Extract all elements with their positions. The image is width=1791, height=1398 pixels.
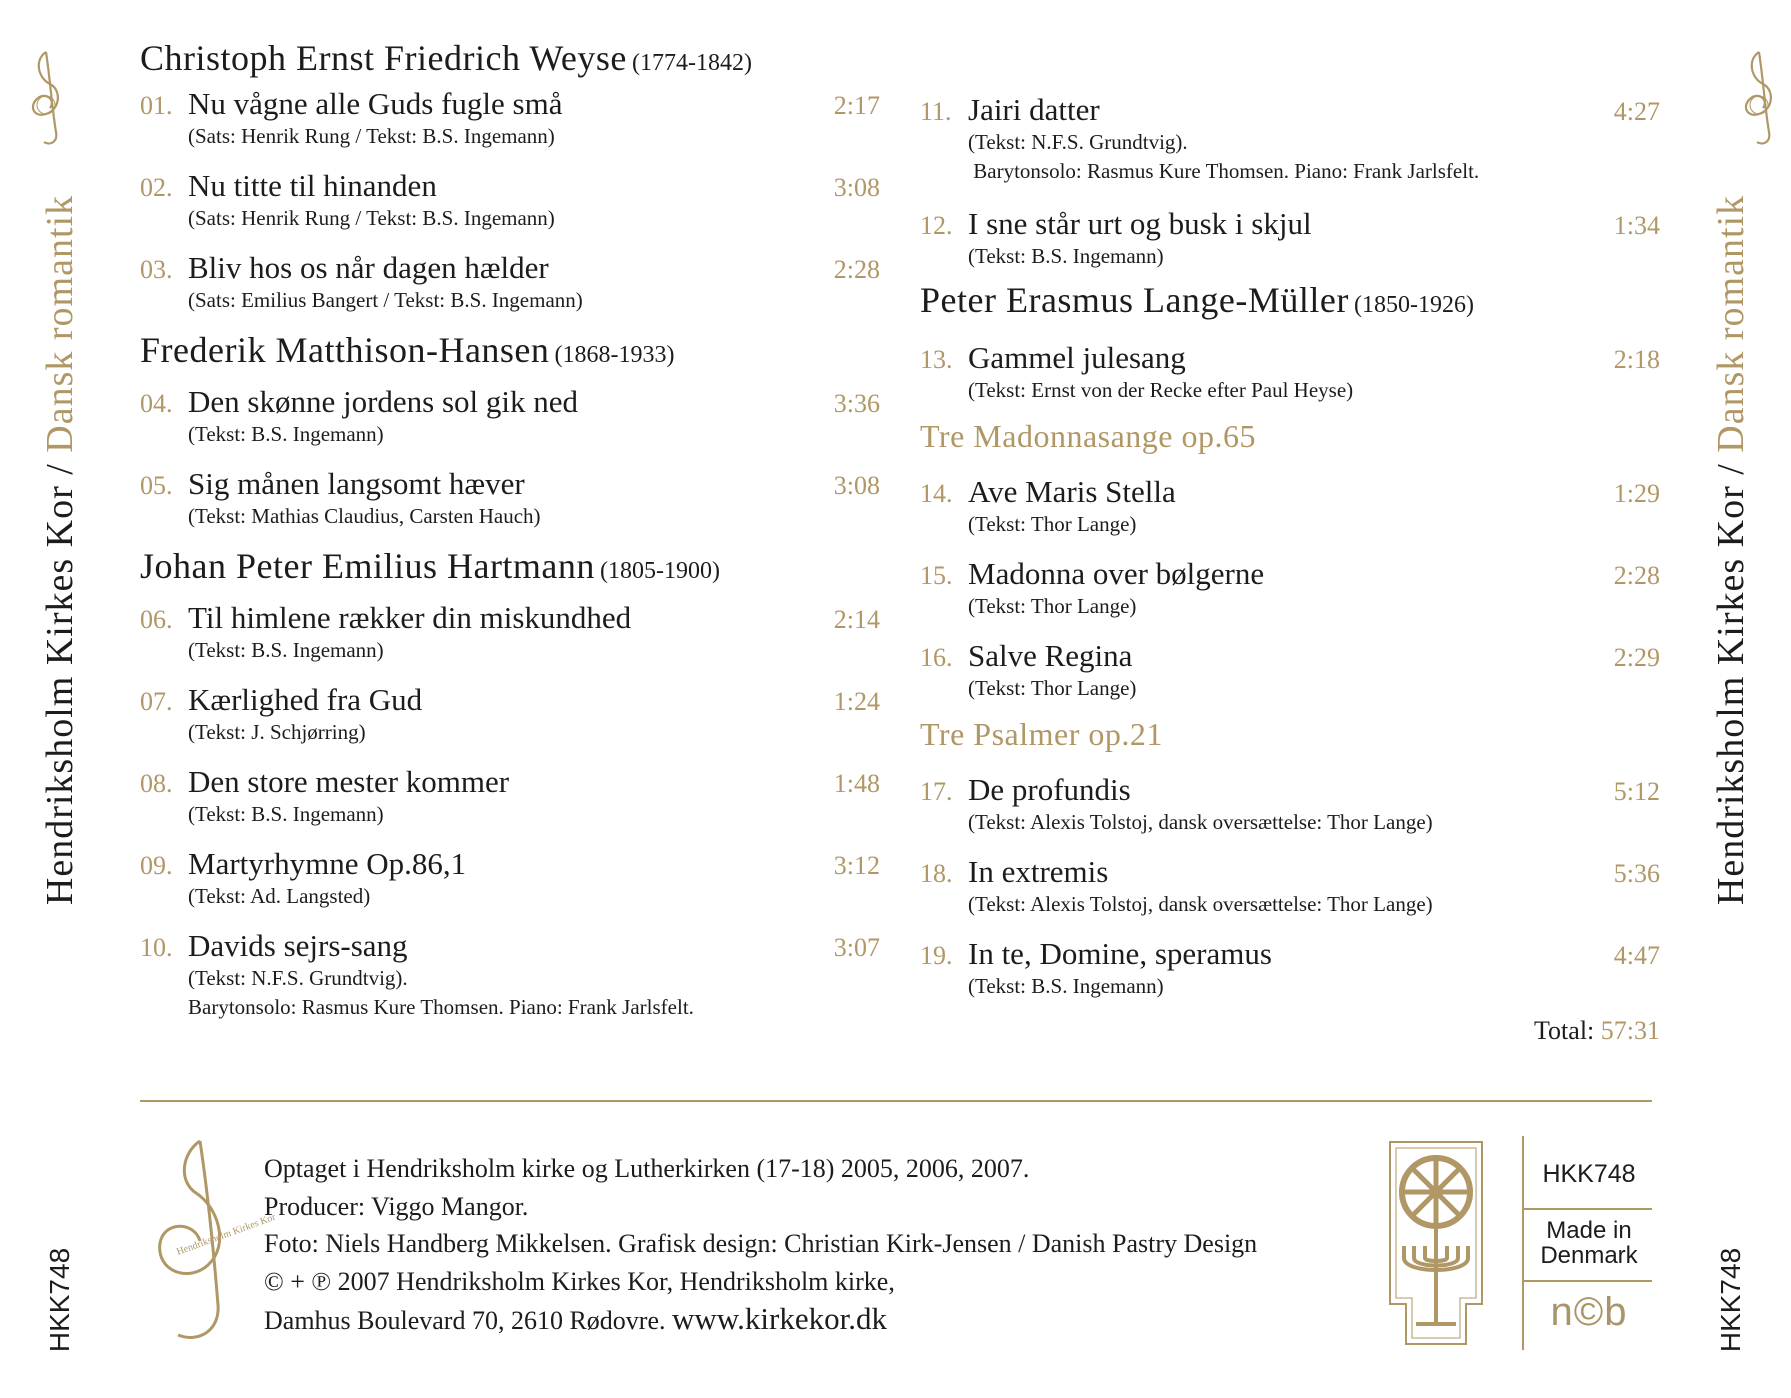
subgroup-heading: Tre Psalmer op.21: [920, 716, 1163, 752]
composer-heading: Peter Erasmus Lange-Müller (1850-1926): [920, 280, 1474, 320]
track-item: 03. Bliv hos os når dagen hælder 2:28 (Sats: Emilius Bangert / Tekst: B.S. Ingemann): [140, 250, 880, 312]
svg-text:Hendriksholm Kirkes Kor: Hendriksholm Kirkes Kor: [175, 1211, 278, 1258]
catalog-number: HKK748: [1542, 1160, 1636, 1188]
track-item: 15. Madonna over bølgerne 2:28 (Tekst: Thor Lange): [920, 556, 1660, 618]
credits-block: Optaget i Hendriksholm kirke og Lutherkirken (17-18) 2005, 2006, 2007. Producer: Viggo Mangor. Foto: Niels Handberg Mikkelsen. Grafisk design: Christian Kirk-Jensen / Danish Pastry Design © + ℗ 2007 Hendriksholm Kirkes Kor, Hendriksholm kirke, Damhus Boulevard 70, 2610 Rødovre. www.kirkekor.dk: [264, 1154, 1258, 1336]
track-item: 18. In extremis 5:36 (Tekst: Alexis Tolstoj, dansk oversættelse: Thor Lange): [920, 854, 1660, 916]
track-item: 12. I sne står urt og busk i skjul 1:34 (Tekst: B.S. Ingemann): [920, 206, 1660, 268]
track-item: 10. Davids sejrs-sang 3:07 (Tekst: N.F.S. Grundtvig). Barytonsolo: Rasmus Kure Thomsen. Piano: Frank Jarlsfelt.: [140, 928, 880, 1019]
track-item: 19. In te, Domine, speramus 4:47 (Tekst: B.S. Ingemann): [920, 936, 1660, 998]
label-box-rule: [1524, 1208, 1652, 1210]
total-duration: Total: 57:31: [1533, 1016, 1660, 1045]
track-item: 06. Til himlene rækker din miskundhed 2:14 (Tekst: B.S. Ingemann): [140, 600, 880, 662]
spine-catalog-code: HKK748: [1714, 1247, 1746, 1353]
spine-catalog-code: HKK748: [43, 1247, 75, 1353]
subgroup-heading: Tre Madonnasange op.65: [920, 418, 1256, 454]
composer-heading: Christoph Ernst Friedrich Weyse (1774-1842): [140, 38, 752, 78]
track-item: 17. De profundis 5:12 (Tekst: Alexis Tolstoj, dansk oversættelse: Thor Lange): [920, 772, 1660, 834]
composer-heading: Frederik Matthison-Hansen (1868-1933): [140, 330, 675, 370]
website-link[interactable]: www.kirkekor.dk: [672, 1301, 887, 1336]
track-item: 02. Nu titte til hinanden 3:08 (Sats: Henrik Rung / Tekst: B.S. Ingemann): [140, 168, 880, 230]
track-item: 04. Den skønne jordens sol gik ned 3:36 (Tekst: B.S. Ingemann): [140, 384, 880, 446]
composer-heading: Johan Peter Emilius Hartmann (1805-1900): [140, 546, 720, 586]
tracklist-right-column: [920, 92, 1660, 1046]
right-spine: [1671, 0, 1791, 1398]
spine-title: Hendriksholm Kirkes Kor / Dansk romantik: [1710, 194, 1752, 906]
spine-title: Hendriksholm Kirkes Kor / Dansk romantik: [39, 194, 81, 906]
label-box-rule: [1524, 1280, 1652, 1282]
track-item: 16. Salve Regina 2:29 (Tekst: Thor Lange): [920, 638, 1660, 700]
track-item: 07. Kærlighed fra Gud 1:24 (Tekst: J. Schjørring): [140, 682, 880, 744]
church-emblem-icon: [1382, 1134, 1490, 1352]
tracklist-left-column: [140, 40, 880, 1028]
choir-logo-icon: [138, 1135, 278, 1350]
ncb-logo: n©b: [1550, 1290, 1628, 1334]
track-item: 13. Gammel julesang 2:18 (Tekst: Ernst von der Recke efter Paul Heyse): [920, 340, 1660, 402]
track-item: 08. Den store mester kommer 1:48 (Tekst: B.S. Ingemann): [140, 764, 880, 826]
footer-divider: [140, 1100, 1652, 1102]
track-item: 09. Martyrhymne Op.86,1 3:12 (Tekst: Ad. Langsted): [140, 846, 880, 908]
left-spine: [0, 0, 120, 1398]
made-in-denmark: Made in Denmark: [1540, 1217, 1638, 1269]
track-item: 05. Sig månen langsomt hæver 3:08 (Tekst: Mathias Claudius, Carsten Hauch): [140, 466, 880, 528]
track-item: 14. Ave Maris Stella 1:29 (Tekst: Thor Lange): [920, 474, 1660, 536]
track-item: 01. Nu vågne alle Guds fugle små 2:17 (Sats: Henrik Rung / Tekst: B.S. Ingemann): [140, 86, 880, 148]
track-item: 11. Jairi datter 4:27 (Tekst: N.F.S. Grundtvig). Barytonsolo: Rasmus Kure Thomsen. Piano: Frank Jarlsfelt.: [920, 92, 1660, 183]
